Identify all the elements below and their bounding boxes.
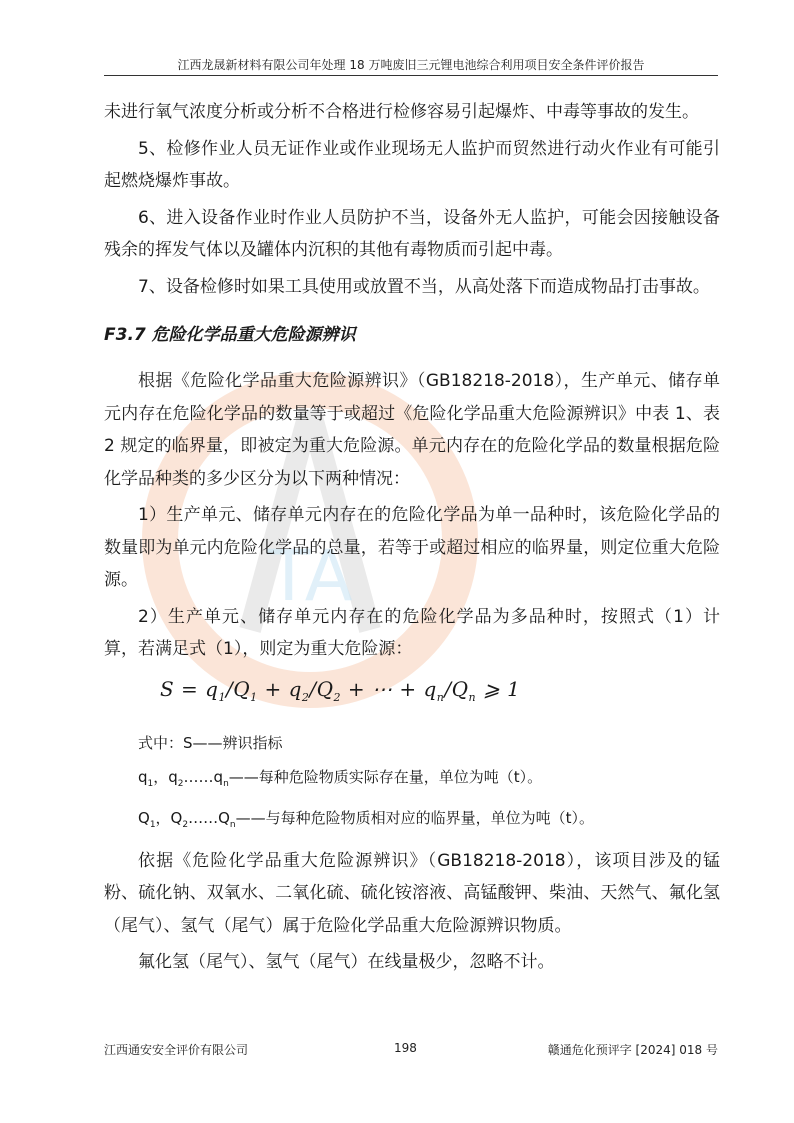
page-number: 198 <box>394 1041 417 1055</box>
section-heading: F3.7 危险化学品重大危险源辨识 <box>104 325 356 345</box>
paragraph: 7、设备检修时如果工具使用或放置不当，从高处落下而造成物品打击事故。 <box>138 276 710 297</box>
paragraph: 1）生产单元、储存单元内存在的危险化学品为单一品种时，该危险化学品的数量即为单元内危险化学品的总量，若等于或超过相应的临界量，则定位重大危险源。 <box>104 505 720 590</box>
paragraph: 未进行氧气浓度分析或分析不合格进行检修容易引起爆炸、中毒等事故的发生。 <box>104 102 699 122</box>
identification-formula: $S = q_1/Q_1 + q_2/Q_2$ + ⋯ + $q_n/Q_n$ ⩾ 1 <box>160 676 521 704</box>
footer-doc-code: 赣通危化预评字 [2024] 018 号 <box>547 1043 718 1057</box>
formula-definition: 式中：S——辨识指标 <box>138 733 283 752</box>
svg-text:TA: TA <box>267 535 353 617</box>
paragraph: 6、进入设备作业时作业人员防护不当，设备外无人监护，可能会因接触设备残余的挥发气体以及罐体内沉积的其他有毒物质而引起中毒。 <box>104 207 720 260</box>
formula-definition: $Q_1$，$Q_2\dots\dots Q_n——$与每种危险物质相对应的临界量，单位为吨（t）。 <box>138 808 595 830</box>
paragraph: 氟化氢（尾气）、氢气（尾气）在线量极少，忽略不计。 <box>138 952 555 972</box>
paragraph: 2）生产单元、储存单元内存在的危险化学品为多品种时，按照式（1）计算，若满足式（1），则定为重大危险源： <box>104 606 720 659</box>
formula-definition: $q_1$，$q_2\dots\dots q_n——$每种危险物质实际存在量，单位为吨（t）。 <box>138 767 543 789</box>
page-body <box>104 96 720 983</box>
page-header: 江西龙晟新材料有限公司年处理 18 万吨废旧三元锂电池综合利用项目安全条件评价报告 <box>177 58 645 72</box>
paragraph: 依据《危险化学品重大危险源辨识》（GB18218-2018），该项目涉及的锰粉、硫化钠、双氧水、二氧化硫、硫化铵溶液、高锰酸钾、柴油、天然气、氟化氢（尾气）、氢气（尾气）属于危险化学品重大危险源辨识物质。 <box>104 850 720 936</box>
paragraph: 根据《危险化学品重大危险源辨识》（GB18218-2018），生产单元、储存单元内存在危险化学品的数量等于或超过《危险化学品重大危险源辨识》中表 1、表 2 规定的临界量，即被定为重大危险源。单元内存在的危险化学品的数量根据危险化学品种类的多少区分为以下两种情况： <box>104 371 720 489</box>
paragraph: 5、检修作业人员无证作业或作业现场无人监护而贸然进行动火作业有可能引起燃烧爆炸事故。 <box>104 138 720 191</box>
header-divider <box>104 75 718 76</box>
footer-company: 江西通安安全评价有限公司 <box>104 1043 249 1057</box>
